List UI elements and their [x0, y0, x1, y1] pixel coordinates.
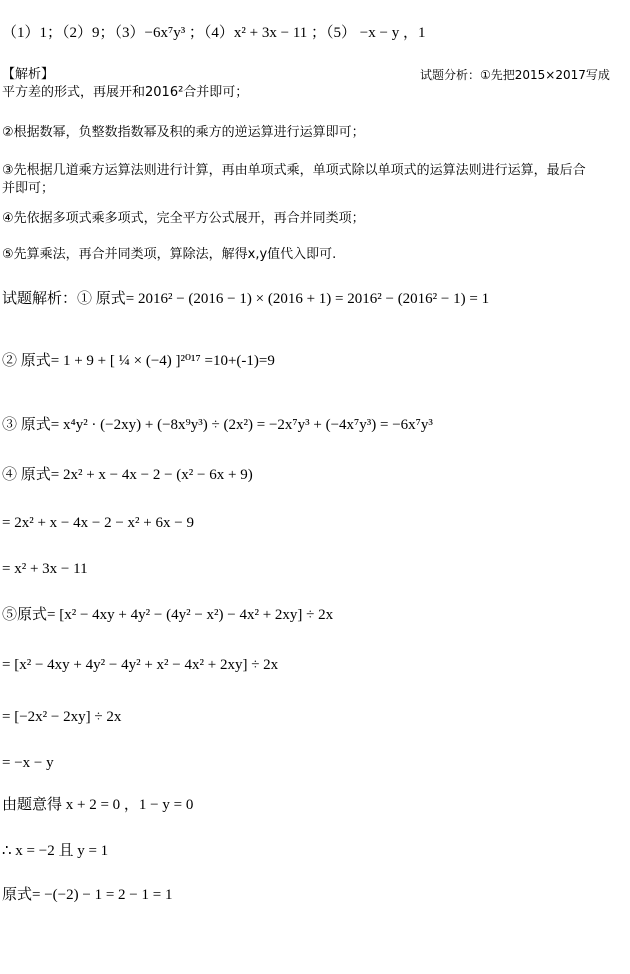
step-3-text-b: 并即可；: [2, 181, 55, 196]
solution-1: 试题解析：① 原式= 2016² − (2016 − 1) × (2016 + 1) = 2016² − (2016² − 1) = 1: [2, 291, 490, 307]
solution-5-line-3: = [−2x² − 2xy] ÷ 2x: [2, 709, 122, 725]
solution-2: ② 原式= 1 + 9 + [ ¼ × (−4) ]²⁰¹⁷ =10+(-1)=9: [2, 353, 275, 369]
solution-5-line-2: = [x² − 4xy + 4y² − 4y² + x² − 4x² + 2xy] ÷ 2x: [2, 657, 279, 673]
step-5-text: ⑤先算乘法，再合并同类项，算除法，解得x,y值代入即可.: [2, 247, 337, 262]
analysis-intro: 试题分析：①先把2015×2017写成: [420, 68, 610, 82]
step-4-text: ④先依据多项式乘多项式，完全平方公式展开，再合并同类项；: [2, 211, 365, 226]
solution-4-line-1: ④ 原式= 2x² + x − 4x − 2 − (x² − 6x + 9): [2, 467, 253, 483]
final-answer-line: 原式= −(−2) − 1 = 2 − 1 = 1: [2, 887, 173, 903]
solution-4-line-3: = x² + 3x − 11: [2, 561, 88, 577]
solution-3: ③ 原式= x⁴y² · (−2xy) + (−8x⁹y³) ÷ (2x²) = −2x⁷y³ + (−4x⁷y³) = −6x⁷y³: [2, 417, 433, 433]
analysis-header: 【解析】: [2, 67, 55, 82]
therefore-line: ∴ x = −2 且 y = 1: [2, 843, 109, 859]
solution-5-line-4: = −x − y: [2, 755, 54, 771]
condition-line: 由题意得 x + 2 = 0 ，1 − y = 0: [2, 797, 194, 813]
answer-line: （1）1；（2）9；（3）−6x⁷y³ ；（4）x² + 3x − 11 ；（5） −x − y ，1: [2, 25, 426, 41]
solution-5-line-1: ⑤原式= [x² − 4xy + 4y² − (4y² − x²) − 4x² + 2xy] ÷ 2x: [2, 607, 334, 623]
step-2-text: ②根据数幂，负整数指数幂及积的乘方的逆运算进行运算即可；: [2, 125, 365, 140]
analysis-intro-continued: 平方差的形式，再展开和2016²合并即可；: [2, 85, 249, 100]
step-3-text-a: ③先根据几道乘方运算法则进行计算，再由单项式乘，单项式除以单项式的运算法则进行运算，最后合: [2, 163, 586, 178]
solution-4-line-2: = 2x² + x − 4x − 2 − x² + 6x − 9: [2, 515, 194, 531]
